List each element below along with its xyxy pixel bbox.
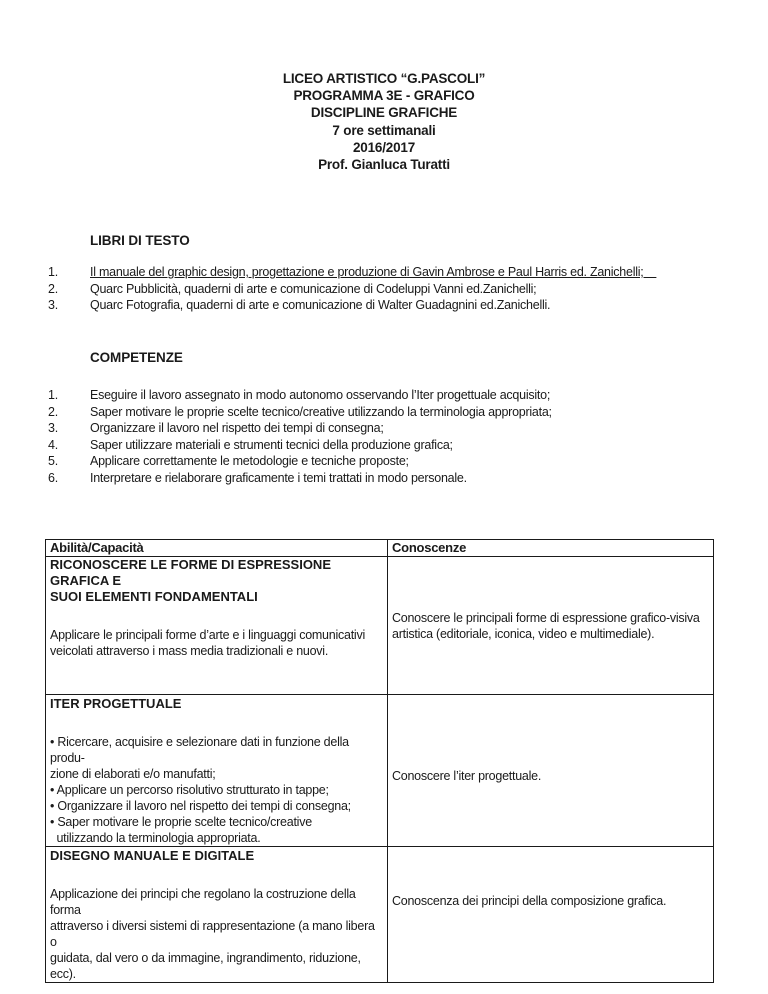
cell-text: zione di elaborati e/o manufatti;	[50, 767, 216, 781]
list-text: Saper motivare le proprie scelte tecnico/creative utilizzando la terminologia appropriata;	[90, 404, 552, 419]
libri-section-title: LIBRI DI TESTO	[90, 233, 190, 248]
list-item	[48, 420, 552, 437]
cell-text: Conoscere l’iter progettuale.	[392, 769, 542, 783]
cell-text: Applicazione dei principi che regolano la costruzione della forma	[50, 887, 356, 917]
list-item	[48, 387, 552, 404]
column-header-knowledge: Conoscenze	[388, 540, 714, 557]
table-cell-skills	[46, 557, 388, 695]
row-title: DISEGNO MANUALE E DIGITALE	[50, 848, 255, 863]
cell-text: utilizzando la terminologia appropriata.	[50, 831, 261, 845]
list-text: Il manuale del graphic design, progettazione e produzione di Gavin Ambrose e Paul Harris ed. Zanichelli;	[90, 265, 657, 279]
cell-text: Conoscere le principali forme di espressione grafico-visiva	[392, 611, 700, 625]
cell-text: • Ricercare, acquisire e selezionare dati in funzione della produ-	[50, 735, 349, 765]
row-title: ITER PROGETTUALE	[50, 696, 182, 711]
table-cell-knowledge	[388, 557, 714, 695]
competenze-section-title: COMPETENZE	[90, 350, 183, 365]
cell-text: artistica (editoriale, iconica, video e multimediale).	[392, 627, 655, 641]
list-number: 5.	[48, 454, 58, 469]
list-number: 1.	[48, 388, 58, 402]
list-number: 2.	[48, 404, 58, 419]
cell-text: • Applicare un percorso risolutivo strutturato in tappe;	[50, 783, 329, 797]
cell-text: veicolati attraverso i mass media tradizionali e nuovi.	[50, 644, 329, 658]
list-item	[48, 453, 552, 470]
table-cell-knowledge	[388, 695, 714, 847]
program-title: PROGRAMMA 3E - GRAFICO	[293, 88, 475, 104]
list-text: Saper utilizzare materiali e strumenti tecnici della produzione grafica;	[90, 437, 453, 452]
list-text: Quarc Pubblicità, quaderni di arte e comunicazione di Codeluppi Vanni ed.Zanichelli;	[90, 281, 537, 296]
list-item	[48, 470, 552, 487]
table-cell-skills	[46, 847, 388, 983]
cell-text: Applicare le principali forme d’arte e i linguaggi comunicativi	[50, 628, 365, 642]
list-item	[48, 297, 656, 314]
list-number: 1.	[48, 265, 58, 279]
teacher-name: Prof. Gianluca Turatti	[318, 157, 450, 173]
cell-text: guidata, dal vero o da immagine, ingrandimento, riduzione, ecc).	[50, 951, 361, 981]
list-number: 4.	[48, 437, 58, 452]
cell-text: Conoscenza dei principi della composizione grafica.	[392, 894, 667, 908]
list-item	[48, 404, 552, 421]
column-header-skills: Abilità/Capacità	[46, 540, 388, 557]
subject-name: DISCIPLINE GRAFICHE	[310, 105, 458, 121]
list-item	[48, 264, 656, 281]
cell-text: attraverso i diversi sistemi di rappresentazione (a mano libera o	[50, 919, 375, 949]
libri-list	[48, 264, 656, 314]
table-cell-skills	[46, 695, 388, 847]
list-number: 3.	[48, 421, 58, 436]
table-row	[46, 695, 714, 847]
list-text: Applicare correttamente le metodologie e tecniche proposte;	[90, 454, 409, 469]
school-name: LICEO ARTISTICO “G.PASCOLI”	[282, 71, 486, 86]
table-cell-knowledge	[388, 847, 714, 983]
list-item	[48, 437, 552, 454]
skills-table	[45, 539, 714, 983]
list-text: Eseguire il lavoro assegnato in modo autonomo osservando l’Iter progettuale acquisito;	[90, 388, 551, 402]
cell-text: • Saper motivare le proprie scelte tecnico/creative	[50, 815, 312, 829]
list-number: 2.	[48, 281, 58, 296]
competenze-list	[48, 387, 552, 487]
list-number: 3.	[48, 298, 58, 313]
list-item	[48, 281, 656, 298]
school-year: 2016/2017	[352, 139, 415, 155]
cell-text: • Organizzare il lavoro nel rispetto dei tempi di consegna;	[50, 799, 351, 813]
row-title: RICONOSCERE LE FORME DI ESPRESSIONE GRAFICA E	[50, 557, 331, 588]
document-header	[0, 70, 768, 173]
row-title: SUOI ELEMENTI FONDAMENTALI	[50, 589, 258, 604]
table-header-row	[46, 540, 714, 557]
list-text: Quarc Fotografia, quaderni di arte e comunicazione di Walter Guadagnini ed.Zanichelli.	[90, 298, 551, 313]
list-number: 6.	[48, 470, 58, 485]
list-text: Organizzare il lavoro nel rispetto dei tempi di consegna;	[90, 421, 384, 436]
table-row	[46, 847, 714, 983]
table-row	[46, 557, 714, 695]
weekly-hours: 7 ore settimanali	[332, 122, 436, 138]
list-text: Interpretare e rielaborare graficamente i temi trattati in modo personale.	[90, 470, 467, 485]
